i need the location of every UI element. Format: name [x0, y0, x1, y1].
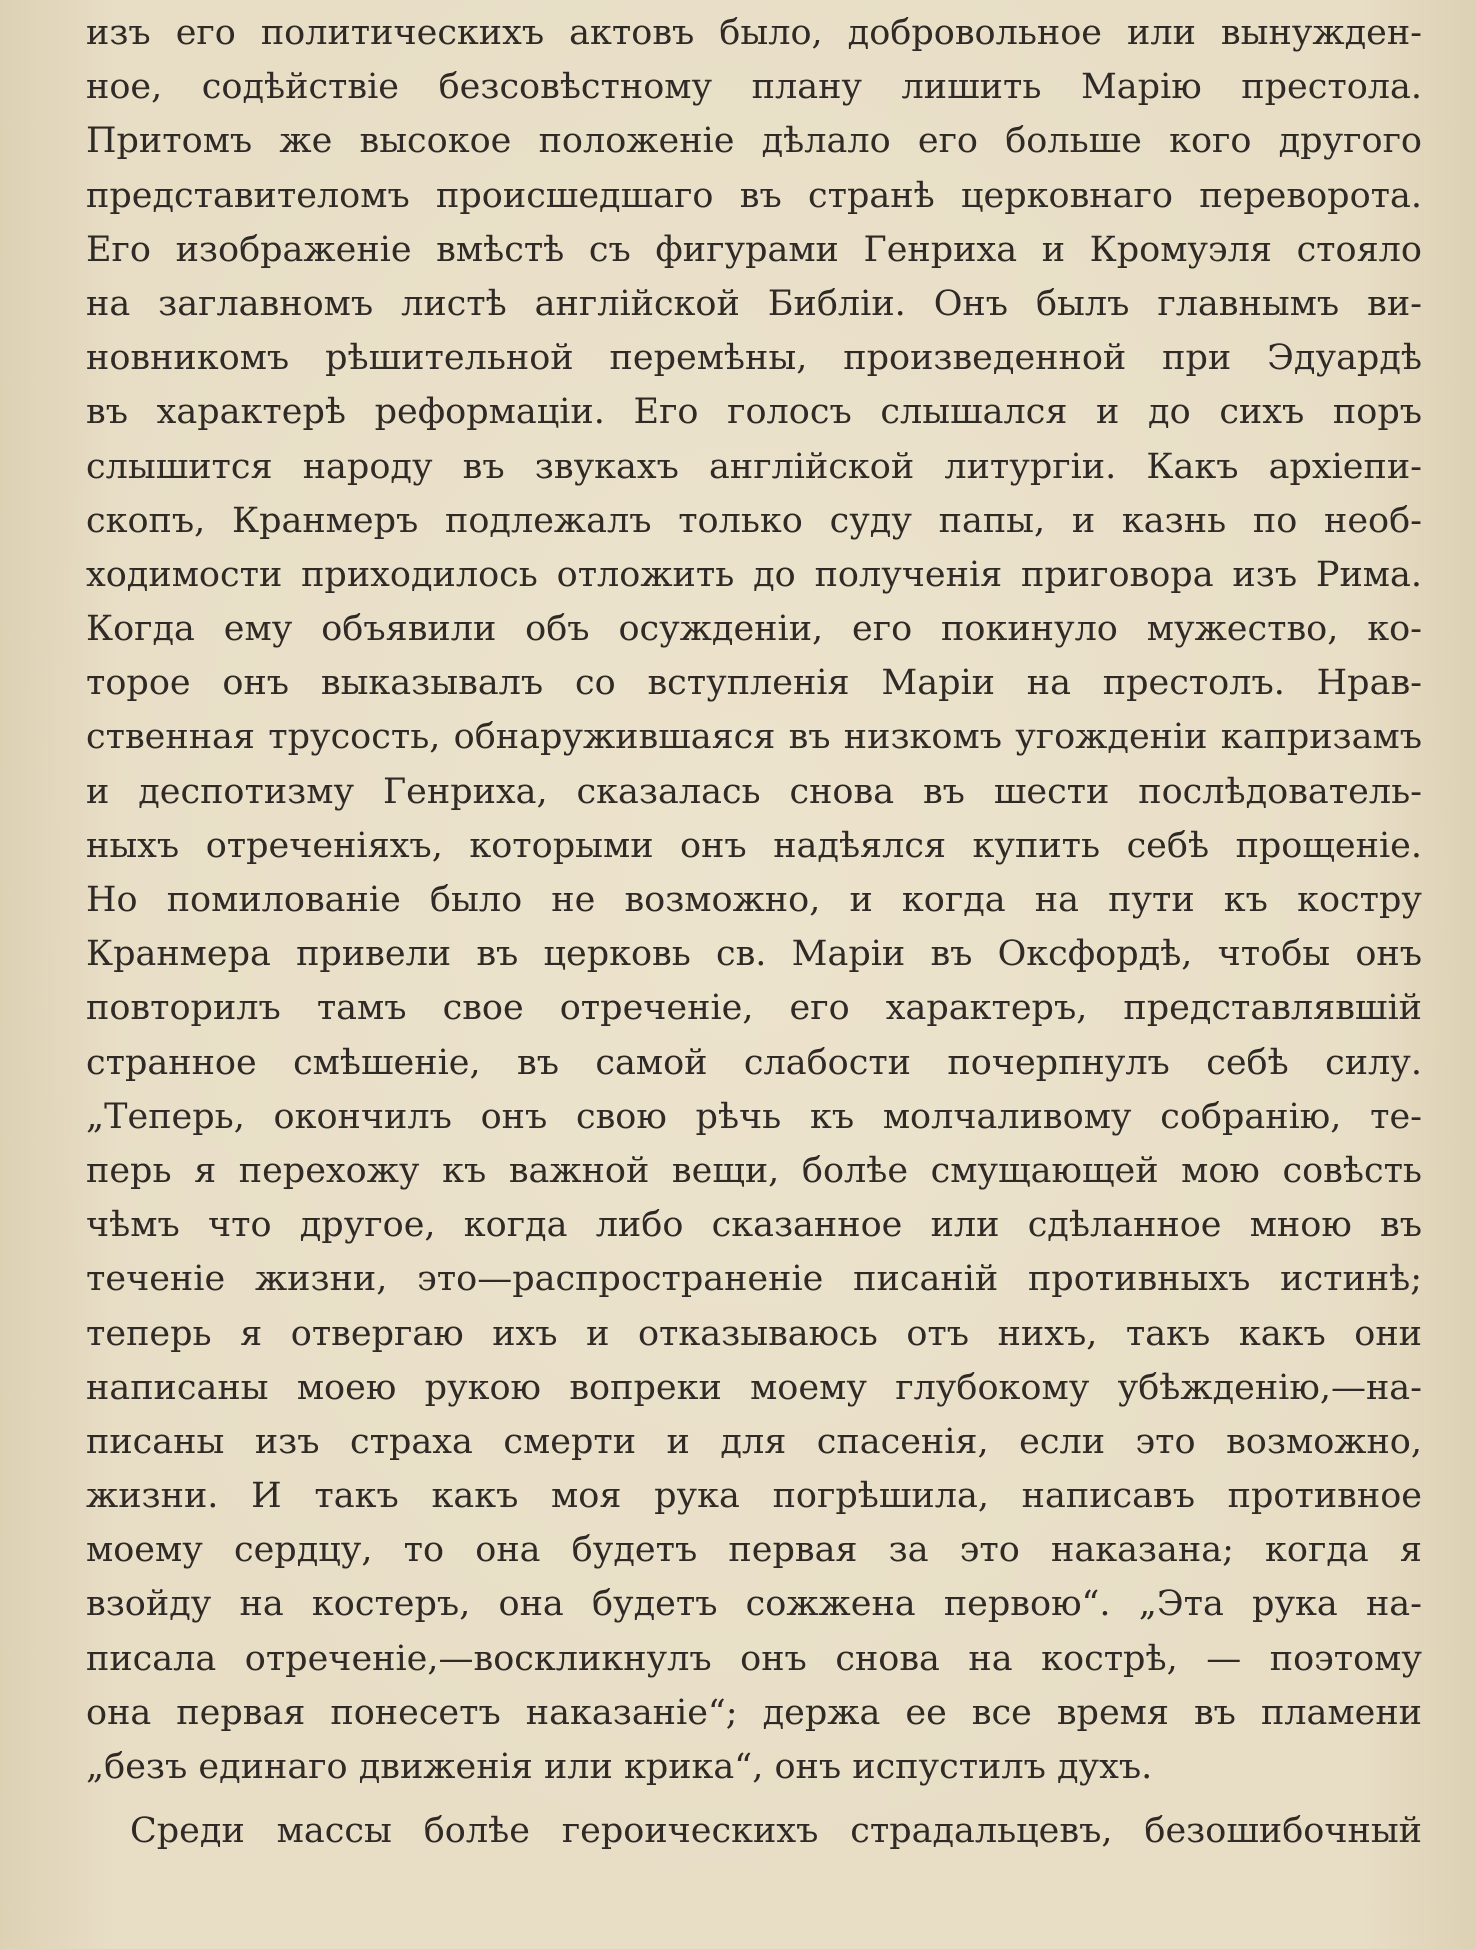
- text-line: торое онъ выказывалъ со вступленія Маріи на престолъ. Нрав-: [86, 663, 1422, 704]
- text-line: Среди массы болѣе героическихъ страдальцевъ, безошибочный: [130, 1811, 1422, 1852]
- text-line: теперь я отвергаю ихъ и отказываюсь отъ нихъ, такъ какъ они: [86, 1313, 1422, 1354]
- text-line: перь я перехожу къ важной вещи, болѣе смущающей мою совѣсть: [86, 1150, 1422, 1191]
- text-line: слышится народу въ звукахъ англійской литургіи. Какъ архіепи-: [86, 446, 1422, 487]
- text-line: изъ его политическихъ актовъ было, добровольное или вынужден-: [86, 13, 1422, 53]
- paragraph-gap: [86, 1794, 1422, 1804]
- text-line: „Теперь, окончилъ онъ свою рѣчь къ молчаливому собранію, те-: [86, 1096, 1422, 1137]
- text-line: представителомъ происшедшаго въ странѣ церковнаго переворота.: [86, 175, 1422, 216]
- text-line: чѣмъ что другое, когда либо сказанное или сдѣланное мною въ: [86, 1205, 1422, 1246]
- text-line: ственная трусость, обнаружившаяся въ низкомъ угожденіи капризамъ: [86, 717, 1422, 758]
- text-line: Кранмера привели въ церковь св. Маріи въ Оксфордѣ, чтобы онъ: [86, 934, 1422, 975]
- text-line: Притомъ же высокое положеніе дѣлало его больше кого другого: [86, 121, 1422, 162]
- paragraph-2: [86, 1804, 1422, 1858]
- text-line: „безъ единаго движенія или крика“, онъ испустилъ духъ.: [86, 1747, 1153, 1787]
- text-line: на заглавномъ листѣ англійской Библіи. Онъ былъ главнымъ ви-: [86, 283, 1422, 324]
- text-line: моему сердцу, то она будетъ первая за это наказана; когда я: [86, 1530, 1422, 1571]
- text-line: писала отреченіе,—воскликнулъ онъ снова на кострѣ, — поэтому: [86, 1638, 1422, 1679]
- text-line: теченіе жизни, это—распространеніе писаній противныхъ истинѣ;: [86, 1259, 1422, 1300]
- text-line: и деспотизму Генриха, сказалась снова въ шести послѣдователь-: [86, 771, 1422, 812]
- text-line: ныхъ отреченіяхъ, которыми онъ надѣялся купить себѣ прощеніе.: [86, 825, 1422, 866]
- text-line: въ характерѣ реформаціи. Его голосъ слышался и до сихъ поръ: [86, 392, 1422, 433]
- text-line: новникомъ рѣшительной перемѣны, произведенной при Эдуардѣ: [86, 338, 1422, 379]
- text-line: она первая понесетъ наказаніе“; держа ее все время въ пламени: [86, 1692, 1422, 1733]
- text-line: взойду на костеръ, она будетъ сожжена первою“. „Эта рука на-: [86, 1584, 1422, 1625]
- text-line: написаны моею рукою вопреки моему глубокому убѣжденію,—на-: [86, 1367, 1422, 1408]
- text-line: ходимости приходилось отложить до полученія приговора изъ Рима.: [86, 554, 1422, 595]
- text-line: жизни. И такъ какъ моя рука погрѣшила, написавъ противное: [86, 1476, 1422, 1517]
- text-line: писаны изъ страха смерти и для спасенія, если это возможно,: [86, 1421, 1422, 1462]
- text-line: ное, содѣйствіе безсовѣстному плану лишить Марію престола.: [86, 67, 1422, 108]
- page-text: [86, 6, 1422, 1858]
- text-line: Но помилованіе было не возможно, и когда на пути къ костру: [86, 880, 1422, 920]
- text-line: странное смѣшеніе, въ самой слабости почерпнулъ себѣ силу.: [86, 1042, 1422, 1083]
- text-line: скопъ, Кранмеръ подлежалъ только суду папы, и казнь по необ-: [86, 500, 1422, 541]
- text-line: Когда ему объявили объ осужденіи, его покинуло мужество, ко-: [86, 609, 1422, 650]
- text-line: повторилъ тамъ свое отреченіе, его характеръ, представлявшій: [86, 988, 1422, 1029]
- paragraph-1: [86, 6, 1422, 1794]
- text-line: Его изображеніе вмѣстѣ съ фигурами Генриха и Кромуэля стояло: [86, 229, 1422, 270]
